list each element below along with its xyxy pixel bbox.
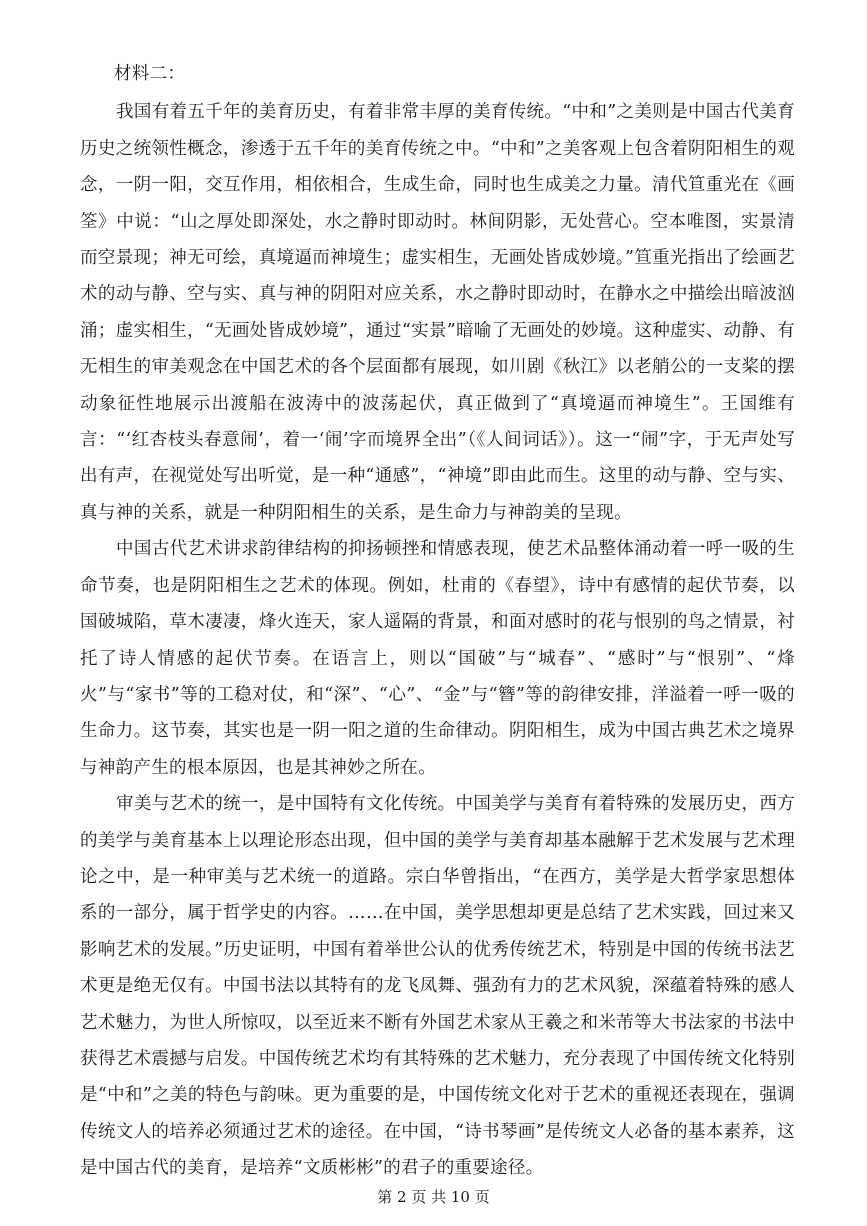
page-footer: 第 2 页 共 10 页	[377, 1188, 490, 1206]
document-body	[80, 56, 795, 1187]
section-heading: 材料二：	[114, 64, 186, 84]
paragraph-1: 我国有着五千年的美育历史，有着非常丰厚的美育传统。“中和”之美则是中国古代美育历史之统领性概念，渗透于五千年的美育传统之中。“中和”之美客观上包含着阴阳相生的观念，一阴一阳，交互作用，相依相合，生成生命，同时也生成美之力量。清代笪重光在《画筌》中说：“山之厚处即深处，水之静时即动时。林间阴影，无处营心。空本唯图，实景清而空景现；神无可绘，真境逼而神境生；虚实相生，无画处皆成妙境。”笪重光指出了绘画艺术的动与静、空与实、真与神的阴阳对应关系，水之静时即动时，在静水之中描绘出暗波汹涌；虚实相生，“无画处皆成妙境”，通过“实景”暗喻了无画处的妙境。这种虚实、动静、有无相生的审美观念在中国艺术的各个层面都有展现，如川剧《秋江》以老艄公的一支桨的摆动象征性地展示出渡船在波涛中的波荡起伏，真正做到了“真境逼而神境生”。王国维有言：“‘红杏枝头春意闹’，着一‘闹’字而境界全出”（《人间词话》）。这一“闹”字，于无声处写出有声，在视觉处写出听觉，是一种“通感”，“神境”即由此而生。这里的动与静、空与实、真与神的关系，就是一种阴阳相生的关系，是生命力与神韵美的呈现。	[80, 102, 795, 523]
paragraph-2: 中国古代艺术讲求韵律结构的抑扬顿挫和情感表现，使艺术品整体涌动着一呼一吸的生命节奏，也是阴阳相生之艺术的体现。例如，杜甫的《春望》，诗中有感情的起伏节奏，以国破城陷，草木凄凄，烽火连天，家人遥隔的背景，和面对感时的花与恨别的鸟之情景，衬托了诗人情感的起伏节奏。在语言上，则以“国破”与“城春”、“感时”与“恨别”、“烽火”与“家书”等的工稳对仗，和“深”、“心”、“金”与“簪”等的韵律安排，洋溢着一呼一吸的生命力。这节奏，其实也是一阴一阳之道的生命律动。阴阳相生，成为中国古典艺术之境界与神韵产生的根本原因，也是其神妙之所在。	[80, 539, 795, 778]
paragraph-3: 审美与艺术的统一，是中国特有文化传统。中国美学与美育有着特殊的发展历史，西方的美学与美育基本上以理论形态出现，但中国的美学与美育却基本融解于艺术发展与艺术理论之中，是一种审美与艺术统一的道路。宗白华曾指出，“在西方，美学是大哲学家思想体系的一部分，属于哲学史的内容。……在中国，美学思想却更是总结了艺术实践，回过来又影响艺术的发展。”历史证明，中国有着举世公认的优秀传统艺术，特别是中国的传统书法艺术更是绝无仅有。中国书法以其特有的龙飞凤舞、强劲有力的艺术风貌，深蕴着特殊的感人艺术魅力，为世人所惊叹，以至近来不断有外国艺术家从王羲之和米芾等大书法家的书法中获得艺术震撼与启发。中国传统艺术均有其特殊的艺术魅力，充分表现了中国传统文化特别是“中和”之美的特色与韵味。更为重要的是，中国传统文化对于艺术的重视还表现在，强调传统文人的培养必须通过艺术的途径。在中国，“诗书琴画”是传统文人必备的基本素养，这是中国古代的美育，是培养“文质彬彬”的君子的重要途径。	[80, 794, 795, 1179]
